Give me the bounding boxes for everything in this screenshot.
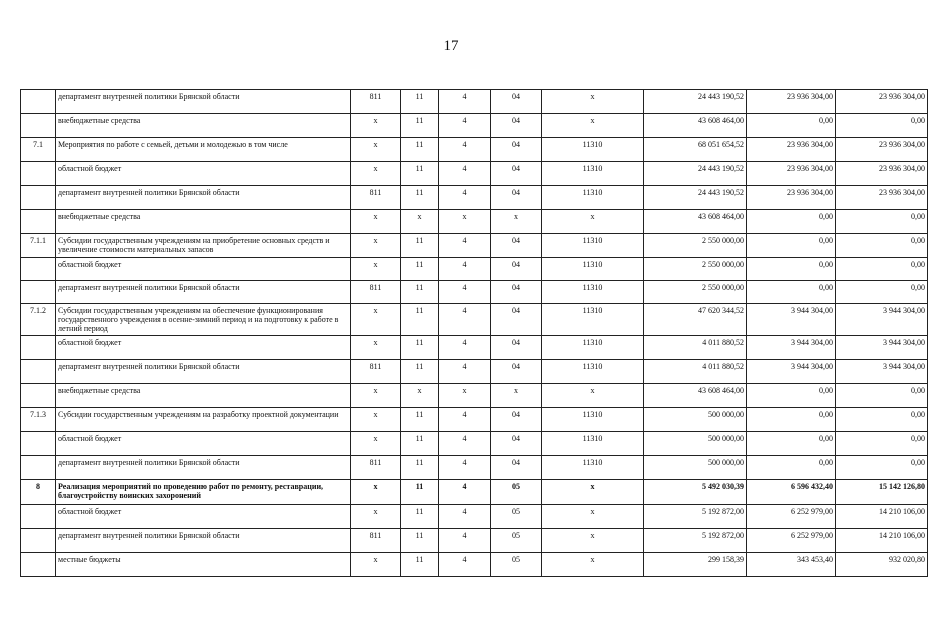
item-number: 7.1	[21, 138, 56, 162]
code-gr: х	[351, 553, 401, 577]
amount-year-2: 0,00	[747, 432, 836, 456]
amount-year-1: 43 608 464,00	[644, 114, 747, 138]
amount-year-1: 24 443 190,52	[644, 186, 747, 210]
amount-year-2: 0,00	[747, 456, 836, 480]
item-description: департамент внутренней политики Брянской области	[56, 360, 351, 384]
code-gr: х	[351, 234, 401, 258]
code-pr: 4	[439, 281, 491, 304]
amount-year-3: 15 142 126,80	[836, 480, 928, 505]
code-gr: х	[351, 138, 401, 162]
amount-year-2: 343 453,40	[747, 553, 836, 577]
amount-year-2: 6 252 979,00	[747, 505, 836, 529]
table-row	[21, 432, 928, 456]
code-csr: х	[542, 90, 644, 114]
item-description: областной бюджет	[56, 258, 351, 281]
code-subprogram: 04	[491, 432, 542, 456]
code-rz: х	[401, 210, 439, 234]
code-subprogram: 04	[491, 281, 542, 304]
code-subprogram: 04	[491, 114, 542, 138]
amount-year-3: 3 944 304,00	[836, 360, 928, 384]
table-row	[21, 90, 928, 114]
item-number	[21, 90, 56, 114]
code-subprogram: 05	[491, 529, 542, 553]
code-rz: 11	[401, 432, 439, 456]
table-row	[21, 408, 928, 432]
item-number: 8	[21, 480, 56, 505]
code-gr: х	[351, 336, 401, 360]
code-pr: 4	[439, 162, 491, 186]
code-rz: 11	[401, 162, 439, 186]
amount-year-3: 932 020,80	[836, 553, 928, 577]
amount-year-1: 24 443 190,52	[644, 162, 747, 186]
item-description: Субсидии государственным учреждениям на разработку проектной документации	[56, 408, 351, 432]
item-description: Субсидии государственным учреждениям на обеспечение функционирования государственного учреждения в осенне-зимний период и на подготовку к работе в летний период	[56, 304, 351, 336]
item-number	[21, 529, 56, 553]
table-row	[21, 234, 928, 258]
item-number: 7.1.3	[21, 408, 56, 432]
code-gr: х	[351, 258, 401, 281]
code-csr: х	[542, 114, 644, 138]
code-csr: 11310	[542, 304, 644, 336]
item-description: Субсидии государственным учреждениям на приобретение основных средств и увеличение стоимости материальных запасов	[56, 234, 351, 258]
amount-year-3: 0,00	[836, 384, 928, 408]
amount-year-2: 0,00	[747, 114, 836, 138]
item-description: областной бюджет	[56, 336, 351, 360]
code-pr: 4	[439, 138, 491, 162]
code-gr: х	[351, 210, 401, 234]
amount-year-1: 47 620 344,52	[644, 304, 747, 336]
amount-year-2: 23 936 304,00	[747, 138, 836, 162]
code-rz: 11	[401, 408, 439, 432]
item-description: внебюджетные средства	[56, 384, 351, 408]
code-gr: х	[351, 114, 401, 138]
amount-year-3: 0,00	[836, 210, 928, 234]
code-subprogram: 05	[491, 505, 542, 529]
amount-year-3: 23 936 304,00	[836, 138, 928, 162]
code-gr: х	[351, 384, 401, 408]
item-number	[21, 162, 56, 186]
table-row	[21, 138, 928, 162]
item-description: областной бюджет	[56, 432, 351, 456]
code-gr: х	[351, 432, 401, 456]
item-number	[21, 456, 56, 480]
amount-year-3: 14 210 106,00	[836, 505, 928, 529]
amount-year-3: 0,00	[836, 456, 928, 480]
amount-year-1: 43 608 464,00	[644, 210, 747, 234]
amount-year-3: 14 210 106,00	[836, 529, 928, 553]
amount-year-1: 500 000,00	[644, 408, 747, 432]
item-description: департамент внутренней политики Брянской области	[56, 90, 351, 114]
item-description: департамент внутренней политики Брянской области	[56, 529, 351, 553]
code-pr: 4	[439, 114, 491, 138]
code-subprogram: 05	[491, 553, 542, 577]
amount-year-3: 3 944 304,00	[836, 336, 928, 360]
item-description: департамент внутренней политики Брянской области	[56, 281, 351, 304]
code-subprogram: 04	[491, 408, 542, 432]
code-pr: 4	[439, 553, 491, 577]
table-row	[21, 114, 928, 138]
code-rz: х	[401, 384, 439, 408]
code-rz: 11	[401, 505, 439, 529]
amount-year-3: 0,00	[836, 258, 928, 281]
code-csr: х	[542, 210, 644, 234]
code-csr: х	[542, 505, 644, 529]
amount-year-3: 0,00	[836, 408, 928, 432]
amount-year-2: 3 944 304,00	[747, 360, 836, 384]
code-subprogram: 04	[491, 234, 542, 258]
amount-year-2: 0,00	[747, 234, 836, 258]
code-gr: х	[351, 480, 401, 505]
code-rz: 11	[401, 258, 439, 281]
table-row	[21, 384, 928, 408]
table-row	[21, 186, 928, 210]
code-csr: 11310	[542, 408, 644, 432]
budget-table	[20, 89, 928, 577]
amount-year-2: 23 936 304,00	[747, 90, 836, 114]
code-subprogram: 04	[491, 138, 542, 162]
item-description: Мероприятия по работе с семьей, детьми и молодежью в том числе	[56, 138, 351, 162]
amount-year-1: 5 192 872,00	[644, 505, 747, 529]
table-row	[21, 360, 928, 384]
code-subprogram: 04	[491, 456, 542, 480]
code-rz: 11	[401, 304, 439, 336]
code-gr: х	[351, 304, 401, 336]
item-number: 7.1.1	[21, 234, 56, 258]
code-gr: 811	[351, 281, 401, 304]
amount-year-2: 0,00	[747, 281, 836, 304]
code-gr: 811	[351, 186, 401, 210]
item-description: Реализация мероприятий по проведению работ по ремонту, реставрации, благоустройству воинских захоронений	[56, 480, 351, 505]
code-rz: 11	[401, 553, 439, 577]
code-rz: 11	[401, 456, 439, 480]
code-rz: 11	[401, 90, 439, 114]
table-row	[21, 456, 928, 480]
code-pr: 4	[439, 336, 491, 360]
table-row	[21, 281, 928, 304]
item-number	[21, 258, 56, 281]
code-csr: 11310	[542, 336, 644, 360]
amount-year-3: 23 936 304,00	[836, 186, 928, 210]
code-csr: 11310	[542, 258, 644, 281]
code-subprogram: 04	[491, 360, 542, 384]
amount-year-2: 23 936 304,00	[747, 186, 836, 210]
amount-year-3: 0,00	[836, 114, 928, 138]
code-csr: 11310	[542, 162, 644, 186]
code-pr: 4	[439, 529, 491, 553]
code-pr: 4	[439, 90, 491, 114]
code-rz: 11	[401, 186, 439, 210]
item-number	[21, 432, 56, 456]
code-pr: х	[439, 384, 491, 408]
amount-year-1: 4 011 880,52	[644, 336, 747, 360]
amount-year-2: 0,00	[747, 384, 836, 408]
amount-year-1: 2 550 000,00	[644, 234, 747, 258]
page-number: 17	[443, 38, 459, 54]
amount-year-1: 43 608 464,00	[644, 384, 747, 408]
amount-year-1: 24 443 190,52	[644, 90, 747, 114]
item-number	[21, 281, 56, 304]
item-description: местные бюджеты	[56, 553, 351, 577]
item-description: внебюджетные средства	[56, 210, 351, 234]
item-description: департамент внутренней политики Брянской области	[56, 456, 351, 480]
code-rz: 11	[401, 114, 439, 138]
amount-year-2: 0,00	[747, 408, 836, 432]
amount-year-2: 3 944 304,00	[747, 304, 836, 336]
code-csr: 11310	[542, 456, 644, 480]
item-number	[21, 360, 56, 384]
amount-year-1: 5 492 030,39	[644, 480, 747, 505]
code-subprogram: 04	[491, 258, 542, 281]
code-pr: 4	[439, 408, 491, 432]
item-number	[21, 114, 56, 138]
code-csr: 11310	[542, 281, 644, 304]
amount-year-3: 23 936 304,00	[836, 90, 928, 114]
code-csr: 11310	[542, 138, 644, 162]
code-pr: 4	[439, 480, 491, 505]
code-pr: 4	[439, 186, 491, 210]
table-row	[21, 505, 928, 529]
table-row	[21, 258, 928, 281]
amount-year-2: 6 596 432,40	[747, 480, 836, 505]
table-row	[21, 336, 928, 360]
item-number	[21, 336, 56, 360]
item-number: 7.1.2	[21, 304, 56, 336]
code-csr: х	[542, 384, 644, 408]
item-number	[21, 186, 56, 210]
amount-year-1: 5 192 872,00	[644, 529, 747, 553]
code-gr: 811	[351, 90, 401, 114]
code-csr: х	[542, 553, 644, 577]
code-pr: 4	[439, 234, 491, 258]
item-description: департамент внутренней политики Брянской области	[56, 186, 351, 210]
amount-year-1: 500 000,00	[644, 432, 747, 456]
code-gr: 811	[351, 360, 401, 384]
amount-year-1: 500 000,00	[644, 456, 747, 480]
amount-year-2: 3 944 304,00	[747, 336, 836, 360]
code-pr: 4	[439, 456, 491, 480]
item-number	[21, 384, 56, 408]
code-rz: 11	[401, 336, 439, 360]
code-gr: 811	[351, 529, 401, 553]
code-csr: х	[542, 529, 644, 553]
code-subprogram: 05	[491, 480, 542, 505]
code-pr: 4	[439, 505, 491, 529]
code-subprogram: 04	[491, 186, 542, 210]
amount-year-2: 0,00	[747, 210, 836, 234]
amount-year-3: 23 936 304,00	[836, 162, 928, 186]
table-row	[21, 210, 928, 234]
amount-year-1: 2 550 000,00	[644, 281, 747, 304]
code-gr: х	[351, 505, 401, 529]
amount-year-3: 3 944 304,00	[836, 304, 928, 336]
code-subprogram: х	[491, 384, 542, 408]
code-rz: 11	[401, 281, 439, 304]
amount-year-2: 23 936 304,00	[747, 162, 836, 186]
code-pr: 4	[439, 304, 491, 336]
amount-year-1: 299 158,39	[644, 553, 747, 577]
code-pr: 4	[439, 360, 491, 384]
code-rz: 11	[401, 480, 439, 505]
code-subprogram: х	[491, 210, 542, 234]
table-row	[21, 480, 928, 505]
code-subprogram: 04	[491, 336, 542, 360]
amount-year-2: 6 252 979,00	[747, 529, 836, 553]
item-description: внебюджетные средства	[56, 114, 351, 138]
amount-year-2: 0,00	[747, 258, 836, 281]
code-gr: х	[351, 408, 401, 432]
table-row	[21, 304, 928, 336]
item-description: областной бюджет	[56, 505, 351, 529]
code-rz: 11	[401, 138, 439, 162]
code-csr: 11310	[542, 432, 644, 456]
item-number	[21, 505, 56, 529]
code-rz: 11	[401, 529, 439, 553]
code-subprogram: 04	[491, 90, 542, 114]
amount-year-1: 68 051 654,52	[644, 138, 747, 162]
code-gr: 811	[351, 456, 401, 480]
code-csr: х	[542, 480, 644, 505]
table-row	[21, 529, 928, 553]
code-rz: 11	[401, 360, 439, 384]
code-rz: 11	[401, 234, 439, 258]
code-pr: 4	[439, 432, 491, 456]
item-number	[21, 553, 56, 577]
code-csr: 11310	[542, 186, 644, 210]
code-csr: 11310	[542, 234, 644, 258]
code-pr: 4	[439, 258, 491, 281]
table-row	[21, 162, 928, 186]
amount-year-3: 0,00	[836, 281, 928, 304]
amount-year-1: 2 550 000,00	[644, 258, 747, 281]
code-csr: 11310	[542, 360, 644, 384]
item-description: областной бюджет	[56, 162, 351, 186]
code-gr: х	[351, 162, 401, 186]
amount-year-1: 4 011 880,52	[644, 360, 747, 384]
amount-year-3: 0,00	[836, 234, 928, 258]
code-subprogram: 04	[491, 304, 542, 336]
amount-year-3: 0,00	[836, 432, 928, 456]
item-number	[21, 210, 56, 234]
table-row	[21, 553, 928, 577]
code-pr: х	[439, 210, 491, 234]
code-subprogram: 04	[491, 162, 542, 186]
